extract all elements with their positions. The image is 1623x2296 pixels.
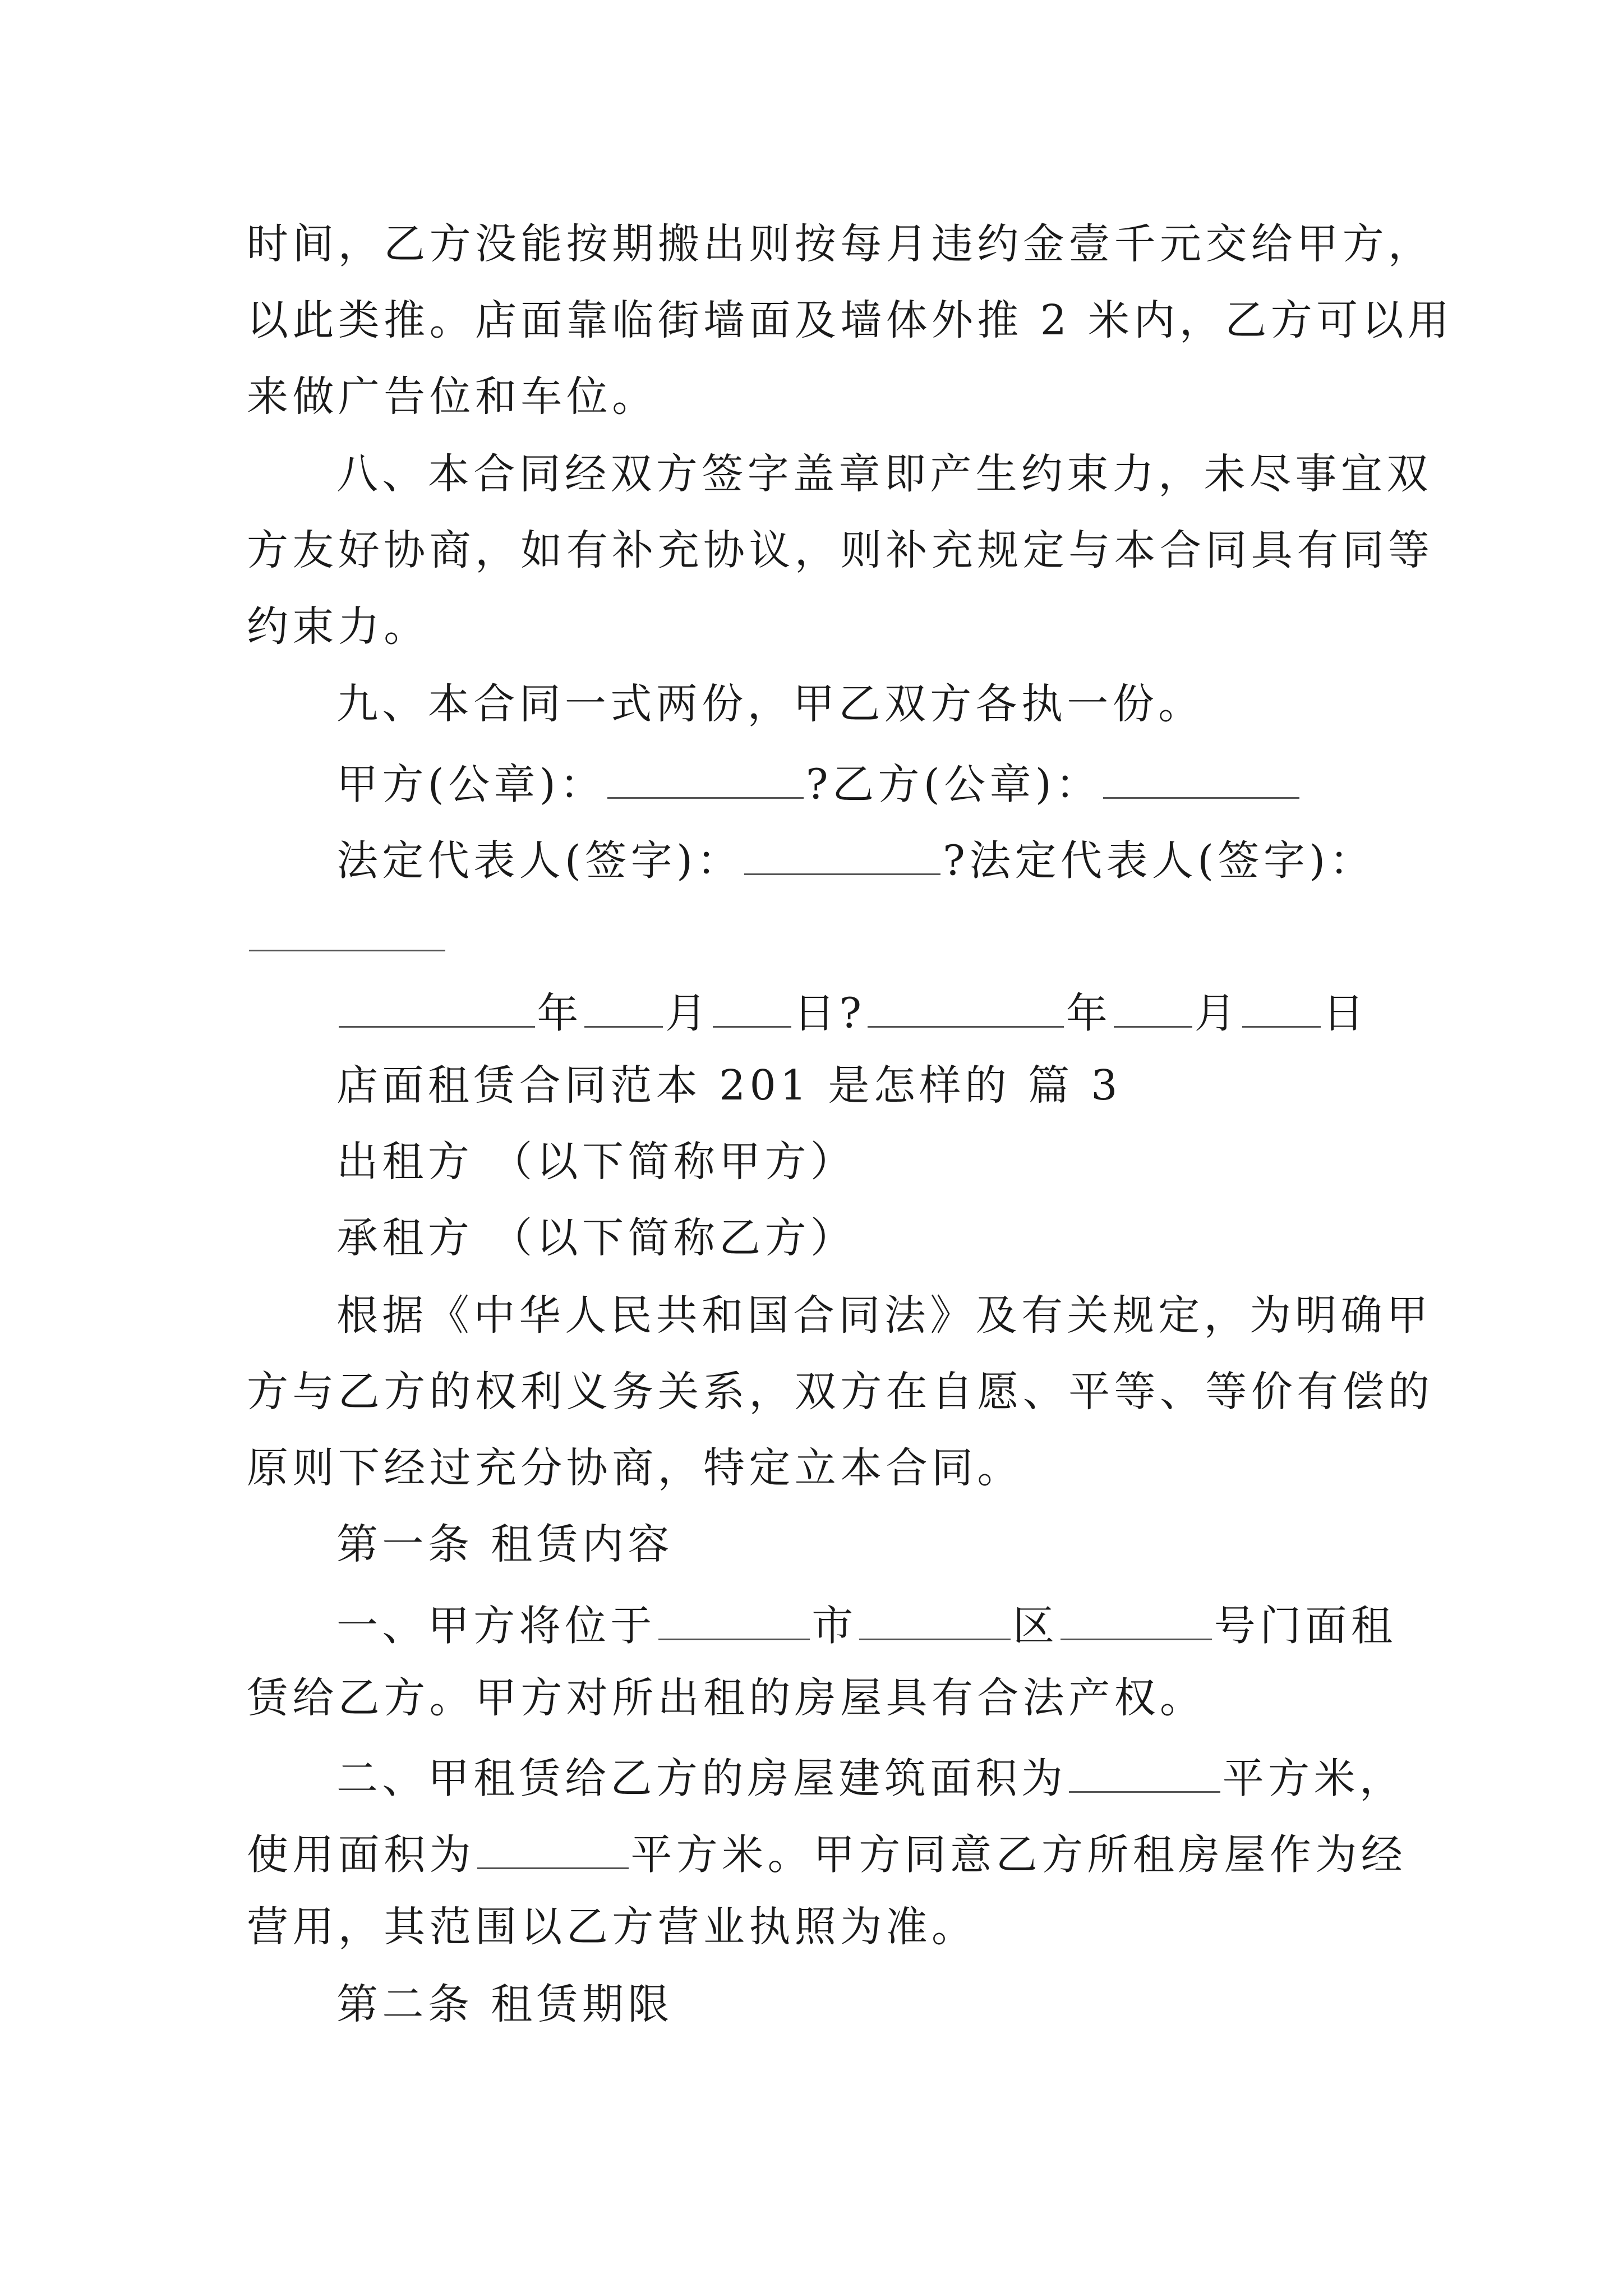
fill-blank: [658, 1601, 810, 1640]
clause-text: 二、甲租赁给乙方的房屋建筑面积为: [336, 1754, 1067, 1803]
clause-text: 平方米。甲方同意乙方所租房屋作为经: [630, 1830, 1407, 1879]
date-blank: [713, 988, 791, 1028]
day-separator: 日?: [793, 989, 866, 1038]
text-line: 约束力。: [247, 602, 430, 651]
article-title: 第二条 租赁期限: [336, 1980, 674, 2028]
clause-text: 平方米，: [1222, 1754, 1405, 1803]
text-line: 时间，乙方没能按期搬出则按每月违约金壹千元交给甲方，: [247, 220, 1434, 268]
month-label: 月: [665, 989, 711, 1038]
year-label: 年: [1066, 989, 1112, 1038]
month-label: 月: [1194, 989, 1240, 1038]
signature-blank: [249, 912, 445, 951]
party-a-seal-label: 甲方(公章)：: [336, 760, 606, 809]
fill-blank: [477, 1830, 629, 1869]
representative-blank-line: [247, 912, 447, 958]
text-line: 方与乙方的权利义务关系，双方在自愿、平等、等价有偿的: [247, 1368, 1434, 1416]
clause-line: [247, 1830, 1407, 1879]
text-line: 赁给乙方。甲方对所出租的房屋具有合法产权。: [247, 1674, 1206, 1722]
section-title: 店面租赁合同范本 201 是怎样的 篇 3: [336, 1061, 1122, 1110]
year-label: 年: [537, 989, 583, 1038]
text-line: 来做广告位和车位。: [247, 372, 658, 421]
day-label: 日: [1322, 989, 1368, 1038]
lessor-line: 出租方 （以下简称甲方）: [336, 1138, 856, 1186]
signature-blank: [1103, 760, 1299, 799]
date-blank: [584, 988, 663, 1028]
representative-line: [336, 836, 1375, 885]
date-blank: [1114, 988, 1192, 1028]
text-line: 根据《中华人民共和国合同法》及有关规定，为明确甲: [336, 1291, 1432, 1340]
text-line: 原则下经过充分协商，特定立本合同。: [247, 1444, 1023, 1492]
date-blank: [1242, 988, 1321, 1028]
rep-b-label: ?法定代表人(签字)：: [943, 836, 1375, 885]
signature-blank: [607, 760, 804, 799]
party-b-seal-label: ?乙方(公章)：: [805, 760, 1101, 809]
fill-blank: [859, 1601, 1011, 1640]
clause-text: 市: [811, 1602, 857, 1650]
text-line: 以此类推。店面靠临街墙面及墙体外推 2 米内，乙方可以用: [247, 296, 1454, 344]
clause-text: 一、甲方将位于: [336, 1602, 656, 1650]
date-line: [336, 988, 1368, 1038]
article-title: 第一条 租赁内容: [336, 1520, 674, 1568]
clause-line: [336, 1601, 1397, 1650]
clause-line: [336, 1754, 1405, 1803]
seal-line: [336, 760, 1302, 809]
fill-blank: [1061, 1601, 1212, 1640]
date-blank: [339, 988, 535, 1028]
clause-text: 区: [1012, 1602, 1059, 1650]
clause-text: 号门面租: [1214, 1602, 1397, 1650]
date-blank: [868, 988, 1064, 1028]
signature-blank: [744, 836, 940, 875]
rep-a-label: 法定代表人(签字)：: [336, 836, 743, 885]
lessee-line: 承租方 （以下简称乙方）: [336, 1214, 856, 1262]
text-line: 营用，其范围以乙方营业执照为准。: [247, 1903, 978, 1951]
text-line: 九、本合同一式两份，甲乙双方各执一份。: [336, 680, 1204, 728]
fill-blank: [1069, 1754, 1220, 1793]
text-line: 八、本合同经双方签字盖章即产生约束力，未尽事宜双: [336, 450, 1432, 498]
text-line: 方友好协商，如有补充协议，则补充规定与本合同具有同等: [247, 526, 1434, 574]
clause-text: 使用面积为: [247, 1830, 475, 1879]
